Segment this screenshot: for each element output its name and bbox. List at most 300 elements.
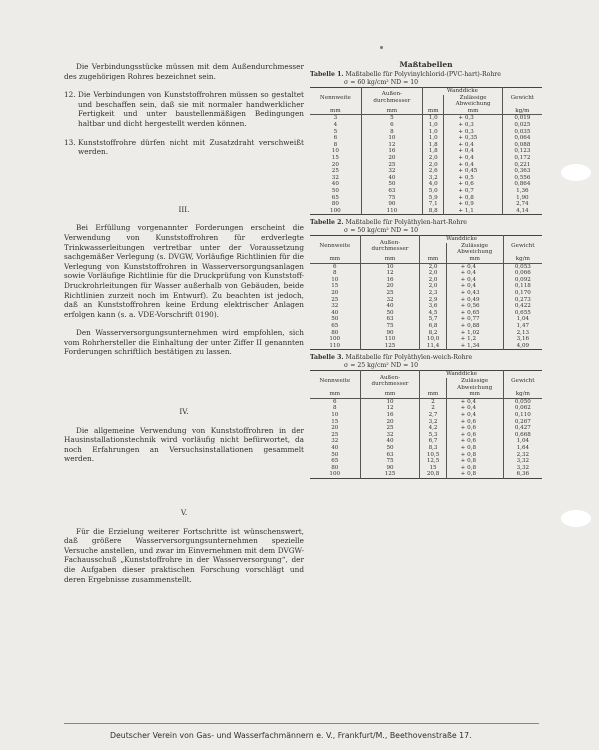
cell: 0,655 bbox=[503, 310, 542, 317]
cell: 50 bbox=[360, 310, 420, 317]
cell: 0,025 bbox=[502, 122, 542, 129]
table-row bbox=[310, 398, 542, 405]
cell: + 0,49 bbox=[446, 297, 503, 304]
cell: 10 bbox=[360, 263, 420, 270]
unit-cell: mm bbox=[420, 256, 446, 263]
section-heading: III. bbox=[178, 204, 190, 214]
cell: 75 bbox=[361, 195, 422, 202]
cell: 5 bbox=[361, 115, 422, 122]
cell: 40 bbox=[331, 444, 339, 451]
table-row bbox=[310, 330, 542, 337]
unit-cell: kg/m bbox=[503, 391, 542, 398]
cell: 10 bbox=[331, 148, 339, 155]
cell: 2,6 bbox=[423, 168, 444, 175]
cell: + 0,7 bbox=[444, 188, 502, 195]
table-row bbox=[310, 445, 542, 452]
item-number: 12. bbox=[64, 90, 76, 100]
tables-title: Maßtabellen bbox=[399, 60, 453, 69]
punch-hole bbox=[561, 164, 591, 181]
cell: 50 bbox=[361, 181, 422, 188]
cell: + 0,88 bbox=[446, 323, 503, 330]
cell: 1,04 bbox=[503, 316, 542, 323]
cell: 32 bbox=[361, 168, 422, 175]
right-column bbox=[310, 60, 542, 483]
cell: 80 bbox=[331, 464, 339, 471]
cell: 90 bbox=[360, 465, 420, 472]
cell: 65 bbox=[331, 458, 339, 465]
cell: 32 bbox=[331, 174, 339, 181]
cell: + 0,56 bbox=[446, 303, 503, 310]
cell: + 0,6 bbox=[446, 419, 503, 426]
cell: + 0,3 bbox=[444, 122, 502, 129]
cell: + 0,77 bbox=[446, 316, 503, 323]
cell: 32 bbox=[360, 432, 420, 439]
cell: 6,36 bbox=[503, 471, 542, 478]
cell: 40 bbox=[361, 175, 422, 182]
footer: Deutscher Verein von Gas- und Wasserfachmännern e. V., Frankfurt/M., Beethovenstraße 17. bbox=[110, 731, 472, 740]
numbered-item bbox=[64, 138, 304, 157]
cell: 4,09 bbox=[503, 343, 542, 350]
table-row bbox=[310, 297, 542, 304]
cell: 63 bbox=[361, 188, 422, 195]
table-row bbox=[310, 405, 542, 412]
table-row bbox=[310, 142, 542, 149]
table-label: Tabelle 3. bbox=[310, 354, 344, 362]
table-subtitle: σ = 50 kg/cm² ND = 10 bbox=[344, 226, 419, 234]
table-title bbox=[310, 219, 542, 227]
cell: 3,32 bbox=[503, 465, 542, 472]
unit-cell: mm bbox=[423, 108, 444, 115]
table-row bbox=[310, 458, 542, 465]
table-row bbox=[310, 208, 542, 215]
cell: 1,64 bbox=[503, 445, 542, 452]
cell: 20 bbox=[331, 425, 339, 432]
cell: 15 bbox=[420, 465, 446, 472]
cell: 0,123 bbox=[502, 148, 542, 155]
cell: 100 bbox=[329, 471, 341, 478]
cell: 50 bbox=[360, 445, 420, 452]
table-row bbox=[310, 290, 542, 297]
cell: 100 bbox=[330, 207, 341, 214]
cell: 25 bbox=[361, 162, 422, 169]
cell: 110 bbox=[361, 208, 422, 215]
table-subtitle: σ = 25 kg/cm² ND = 10 bbox=[344, 361, 419, 369]
table-title bbox=[310, 71, 542, 79]
table-row bbox=[310, 432, 542, 439]
cell: 1,90 bbox=[502, 195, 542, 202]
cell: 40 bbox=[360, 303, 420, 310]
cell: 5 bbox=[333, 128, 338, 135]
cell: 2,13 bbox=[503, 330, 542, 337]
cell: 0,170 bbox=[503, 290, 542, 297]
table-label: Tabelle 1. bbox=[310, 71, 344, 78]
cell: 3,2 bbox=[423, 175, 444, 182]
unit-cell: mm bbox=[446, 256, 503, 263]
table-row bbox=[310, 438, 542, 445]
dimension-table bbox=[310, 370, 542, 479]
cell: 16 bbox=[360, 412, 420, 419]
col-header: Außen- durchmesser bbox=[360, 371, 420, 391]
cell: 25 bbox=[331, 296, 339, 303]
footer-rule bbox=[64, 723, 539, 724]
cell: + 1,2 bbox=[446, 336, 503, 343]
cell: 0,172 bbox=[502, 155, 542, 162]
cell: 6 bbox=[333, 135, 338, 142]
item-text: Die Verbindungen von Kunststoffrohren müssen so gestaltet und beschaffen sein, daß sie mit normaler handwerklicher Fertigkeit und unter baustellenmäßigen Bedingungen haltbar und dicht hergestellt werden können. bbox=[78, 90, 304, 128]
cell: 2,74 bbox=[502, 201, 542, 208]
unit-cell: mm bbox=[310, 256, 360, 263]
col-header: Wanddicke bbox=[423, 88, 503, 95]
cell: 32 bbox=[331, 303, 339, 310]
cell: 3,32 bbox=[503, 458, 542, 465]
cell: 1,0 bbox=[423, 129, 444, 136]
cell: 0,066 bbox=[503, 270, 542, 277]
cell: 2,0 bbox=[420, 270, 446, 277]
col-header: Zulässige Abweichung bbox=[446, 243, 503, 256]
cell: + 0,8 bbox=[446, 458, 503, 465]
table-row bbox=[310, 201, 542, 208]
table-row bbox=[310, 465, 542, 472]
table-row bbox=[310, 471, 542, 478]
col-header: Außen- durchmesser bbox=[361, 88, 422, 108]
cell: + 0,4 bbox=[446, 270, 503, 277]
cell: 2 bbox=[420, 405, 446, 412]
cell: 0,050 bbox=[503, 398, 542, 405]
cell: 65 bbox=[331, 323, 339, 329]
cell: 20 bbox=[361, 155, 422, 162]
unit-cell: kg/m bbox=[503, 256, 542, 263]
table-row bbox=[310, 122, 542, 129]
cell: 0,092 bbox=[503, 277, 542, 284]
table-row bbox=[310, 270, 542, 277]
section-heading: IV. bbox=[179, 407, 189, 417]
cell: 25 bbox=[331, 431, 339, 438]
table-row bbox=[310, 148, 542, 155]
cell: 0,668 bbox=[503, 432, 542, 439]
left-column bbox=[64, 62, 304, 593]
cell: + 0,4 bbox=[446, 283, 503, 290]
section-heading: V. bbox=[180, 508, 188, 518]
cell: + 0,43 bbox=[446, 290, 503, 297]
unit-cell: mm bbox=[444, 108, 502, 115]
cell: + 0,4 bbox=[444, 162, 502, 169]
dimension-table bbox=[310, 235, 542, 350]
cell: 63 bbox=[360, 452, 420, 459]
cell: + 0,8 bbox=[446, 465, 503, 472]
cell: + 0,8 bbox=[446, 471, 503, 478]
cell: 0,864 bbox=[502, 181, 542, 188]
col-header: Nennweite bbox=[319, 94, 351, 101]
cell: + 0,4 bbox=[446, 412, 503, 419]
cell: 2,0 bbox=[423, 155, 444, 162]
cell: + 0,4 bbox=[446, 263, 503, 270]
cell: 0,118 bbox=[503, 283, 542, 290]
cell: 75 bbox=[360, 458, 420, 465]
unit-cell: mm bbox=[310, 391, 360, 398]
cell: 1,47 bbox=[503, 323, 542, 330]
cell: 80 bbox=[331, 201, 339, 208]
cell: 20 bbox=[331, 290, 339, 297]
cell: 0,363 bbox=[502, 168, 542, 175]
cell: + 0,65 bbox=[446, 310, 503, 317]
cell: 100 bbox=[329, 336, 341, 343]
cell: 15 bbox=[331, 154, 339, 161]
cell: 0,427 bbox=[503, 425, 542, 432]
col-header: Außen- durchmesser bbox=[360, 236, 420, 256]
table-row bbox=[310, 303, 542, 310]
table-row bbox=[310, 162, 542, 169]
cell: 110 bbox=[360, 336, 420, 343]
cell: 10 bbox=[331, 411, 339, 418]
cell: 0,267 bbox=[503, 419, 542, 426]
cell: 40 bbox=[331, 181, 339, 188]
cell: 5,3 bbox=[420, 432, 446, 439]
cell: 3,16 bbox=[503, 336, 542, 343]
cell: + 1,02 bbox=[446, 330, 503, 337]
cell: 0,053 bbox=[503, 263, 542, 270]
cell: + 0,35 bbox=[444, 135, 502, 142]
cell: 90 bbox=[360, 330, 420, 337]
table-row bbox=[310, 135, 542, 142]
paragraph: Für die Erzielung weiterer Fortschritte ist wünschenswert, daß größere Wasserversorgungsunternehmen spezielle Versuche anstellen, und zwar im Einvernehmen mit dem DVGW-Fachausschuß „Kunststoffrohre in der Wasserversorgung“, der die Aufgaben dieser praktischen Forschung vorschlägt und deren Ergebnisse zusammenstellt. bbox=[64, 526, 304, 584]
cell: 0,035 bbox=[502, 129, 542, 136]
paragraph: Bei Erfüllung vorgenannter Forderungen erscheint die Verwendung von Kunststoffrohren für erdverlegte Trinkwasserleitungen vertretbar unter der Voraussetzung sachgemäßer Verlegung (s. DVGW, Vorläufige Richtlinien für die Verlegung von Kunststoffrohren in Wasserversorgungsanlagen sowie Vorläufige Richtlinie für die Druckprüfung von Kunststoff-Druckrohrleitungen für Wasser außerhalb von Gebäuden, beide Richtlinien zurzeit noch im Entwurf). Zu beachten ist jedoch, daß an Kunststoffrohren keine Erdung elektrischer Anlagen erfolgen kann (s. a. VDE-Vorschrift 0190). bbox=[64, 223, 304, 319]
cell: + 1,1 bbox=[444, 208, 502, 215]
cell: 15 bbox=[331, 283, 339, 290]
cell: + 1,34 bbox=[446, 343, 503, 350]
cell: + 0,4 bbox=[444, 142, 502, 149]
cell: + 0,4 bbox=[444, 155, 502, 162]
cell: + 0,6 bbox=[446, 438, 503, 445]
cell: 1,0 bbox=[423, 135, 444, 142]
item-number: 13. bbox=[64, 137, 76, 147]
cell: + 0,9 bbox=[444, 201, 502, 208]
cell: 1,8 bbox=[423, 142, 444, 149]
cell: 32 bbox=[360, 297, 420, 304]
table-row bbox=[310, 283, 542, 290]
table-caption: Maßtabelle für Polyäthylen-hart-Rohre bbox=[345, 219, 467, 227]
cell: 50 bbox=[331, 187, 339, 194]
cell: 12 bbox=[361, 142, 422, 149]
dimension-table bbox=[310, 87, 542, 215]
table-row bbox=[310, 155, 542, 162]
cell: + 0,6 bbox=[444, 181, 502, 188]
cell: 2,0 bbox=[420, 263, 446, 270]
cell: 80 bbox=[331, 329, 339, 336]
cell: 3,6 bbox=[420, 303, 446, 310]
item-text: Kunststoffrohre dürfen nicht mit Zusatzdraht verschweißt werden. bbox=[78, 137, 304, 157]
cell: 12 bbox=[360, 405, 420, 412]
col-header: Nennweite bbox=[319, 242, 351, 249]
cell: 0,556 bbox=[502, 175, 542, 182]
cell: 20 bbox=[360, 419, 420, 426]
cell: + 0,6 bbox=[446, 425, 503, 432]
col-header: Gewicht bbox=[503, 371, 542, 391]
cell: 10 bbox=[331, 276, 339, 283]
cell: + 0,3 bbox=[444, 115, 502, 122]
cell: 90 bbox=[361, 201, 422, 208]
cell: 2,7 bbox=[420, 412, 446, 419]
table-row bbox=[310, 316, 542, 323]
cell: + 0,3 bbox=[444, 129, 502, 136]
cell: + 0,4 bbox=[444, 148, 502, 155]
speck bbox=[380, 46, 383, 49]
table-row bbox=[310, 412, 542, 419]
cell: + 0,45 bbox=[444, 168, 502, 175]
cell: 0,019 bbox=[502, 115, 542, 122]
col-header: Zulässige Abweichung bbox=[446, 378, 503, 391]
cell: 8,8 bbox=[423, 208, 444, 215]
table-caption: Maßtabelle für Polyvinylchlorid-(PVC-hart)-Rohre bbox=[345, 71, 501, 78]
cell: 25 bbox=[360, 290, 420, 297]
cell: + 0,5 bbox=[444, 175, 502, 182]
table-row bbox=[310, 277, 542, 284]
cell: 3 bbox=[333, 115, 338, 122]
table-row bbox=[310, 129, 542, 136]
cell: 11,4 bbox=[420, 343, 446, 350]
cell: 2,0 bbox=[420, 277, 446, 284]
table-title bbox=[310, 354, 542, 362]
cell: 4,0 bbox=[423, 181, 444, 188]
cell: + 0,8 bbox=[444, 195, 502, 202]
cell: 0,062 bbox=[503, 405, 542, 412]
cell: 0,064 bbox=[502, 135, 542, 142]
cell: 3,2 bbox=[420, 419, 446, 426]
table-row bbox=[310, 323, 542, 330]
cell: 10,0 bbox=[420, 336, 446, 343]
table-row bbox=[310, 263, 542, 270]
cell: 2,0 bbox=[420, 283, 446, 290]
cell: 6,8 bbox=[420, 323, 446, 330]
cell: 16 bbox=[360, 277, 420, 284]
cell: 2,3 bbox=[420, 290, 446, 297]
table-row bbox=[310, 175, 542, 182]
cell: 16 bbox=[361, 148, 422, 155]
cell: 8 bbox=[361, 129, 422, 136]
table-caption: Maßtabelle für Polyäthylen-weich-Rohre bbox=[345, 354, 473, 362]
cell: 15 bbox=[331, 418, 339, 425]
cell: 6,7 bbox=[420, 438, 446, 445]
table-row bbox=[310, 343, 542, 350]
table-row bbox=[310, 425, 542, 432]
cell: + 0,4 bbox=[446, 405, 503, 412]
table-row bbox=[310, 168, 542, 175]
table-row bbox=[310, 115, 542, 122]
unit-cell: mm bbox=[360, 391, 420, 398]
cell: 20 bbox=[331, 161, 339, 168]
cell: 1,0 bbox=[423, 122, 444, 129]
cell: 8,2 bbox=[420, 330, 446, 337]
cell: 4,2 bbox=[420, 425, 446, 432]
unit-cell: kg/m bbox=[502, 108, 542, 115]
col-header: Gewicht bbox=[502, 88, 542, 108]
unit-cell: mm bbox=[446, 391, 503, 398]
cell: 50 bbox=[331, 316, 339, 323]
cell: 25 bbox=[331, 168, 339, 175]
table-row bbox=[310, 419, 542, 426]
cell: 4 bbox=[333, 121, 338, 128]
cell: 12,5 bbox=[420, 458, 446, 465]
cell: 0,422 bbox=[503, 303, 542, 310]
table-row bbox=[310, 310, 542, 317]
cell: 2,0 bbox=[423, 162, 444, 169]
table-row bbox=[310, 336, 542, 343]
cell: 5,9 bbox=[423, 195, 444, 202]
cell: 7,1 bbox=[423, 201, 444, 208]
unit-cell: mm bbox=[361, 108, 422, 115]
cell: 8 bbox=[332, 270, 337, 277]
cell: 12 bbox=[360, 270, 420, 277]
col-header: Nennweite bbox=[319, 377, 351, 384]
col-header: Gewicht bbox=[503, 236, 542, 256]
cell: 5,0 bbox=[423, 188, 444, 195]
cell: + 0,8 bbox=[446, 452, 503, 459]
table-subtitle: σ = 60 kg/cm² ND = 10 bbox=[344, 78, 419, 86]
punch-hole bbox=[561, 510, 591, 527]
cell: 20,8 bbox=[420, 471, 446, 478]
cell: 0,221 bbox=[502, 162, 542, 169]
table-row bbox=[310, 181, 542, 188]
cell: 8 bbox=[332, 405, 337, 412]
cell: 40 bbox=[331, 309, 339, 316]
unit-cell: mm bbox=[420, 391, 446, 398]
cell: 6 bbox=[332, 263, 337, 270]
cell: 6 bbox=[332, 398, 337, 405]
cell: + 0,6 bbox=[446, 432, 503, 439]
cell: 2,32 bbox=[503, 452, 542, 459]
col-header: Wanddicke bbox=[420, 236, 503, 243]
table-row bbox=[310, 452, 542, 459]
cell: 5,7 bbox=[420, 316, 446, 323]
cell: 0,273 bbox=[503, 297, 542, 304]
cell: 10,5 bbox=[420, 452, 446, 459]
cell: 8,3 bbox=[420, 445, 446, 452]
cell: 25 bbox=[360, 425, 420, 432]
cell: 125 bbox=[360, 471, 420, 478]
cell: 75 bbox=[360, 323, 420, 330]
col-header: Zulässige Abweichung bbox=[444, 95, 502, 108]
unit-cell: mm bbox=[360, 256, 420, 263]
cell: 0,110 bbox=[503, 412, 542, 419]
cell: 65 bbox=[331, 194, 339, 201]
unit-cell: mm bbox=[310, 108, 361, 115]
cell: 1,8 bbox=[423, 148, 444, 155]
cell: 2 bbox=[420, 398, 446, 405]
cell: 10 bbox=[361, 135, 422, 142]
cell: 50 bbox=[331, 451, 339, 458]
cell: 110 bbox=[329, 342, 341, 349]
cell: 63 bbox=[360, 316, 420, 323]
cell: 4,14 bbox=[502, 208, 542, 215]
col-header: Wanddicke bbox=[420, 371, 503, 378]
paragraph: Den Wasserversorgungsunternehmen wird empfohlen, sich vom Rohrhersteller die Einhaltung der unter Ziffer II genannten Forderungen schriftlich bestätigen zu lassen. bbox=[64, 328, 304, 357]
cell: + 0,4 bbox=[446, 277, 503, 284]
table-row bbox=[310, 195, 542, 202]
cell: 6 bbox=[361, 122, 422, 129]
cell: + 0,8 bbox=[446, 445, 503, 452]
paragraph: Die Verbindungsstücke müssen mit dem Außendurchmesser des zugehörigen Rohres bezeichnet sein. bbox=[64, 62, 304, 81]
cell: 8 bbox=[333, 141, 338, 148]
table-row bbox=[310, 188, 542, 195]
cell: 2,9 bbox=[420, 297, 446, 304]
cell: 10 bbox=[360, 398, 420, 405]
numbered-item bbox=[64, 90, 304, 128]
cell: 32 bbox=[331, 438, 339, 445]
cell: 4,5 bbox=[420, 310, 446, 317]
cell: 20 bbox=[360, 283, 420, 290]
cell: 40 bbox=[360, 438, 420, 445]
table-label: Tabelle 2. bbox=[310, 219, 344, 227]
